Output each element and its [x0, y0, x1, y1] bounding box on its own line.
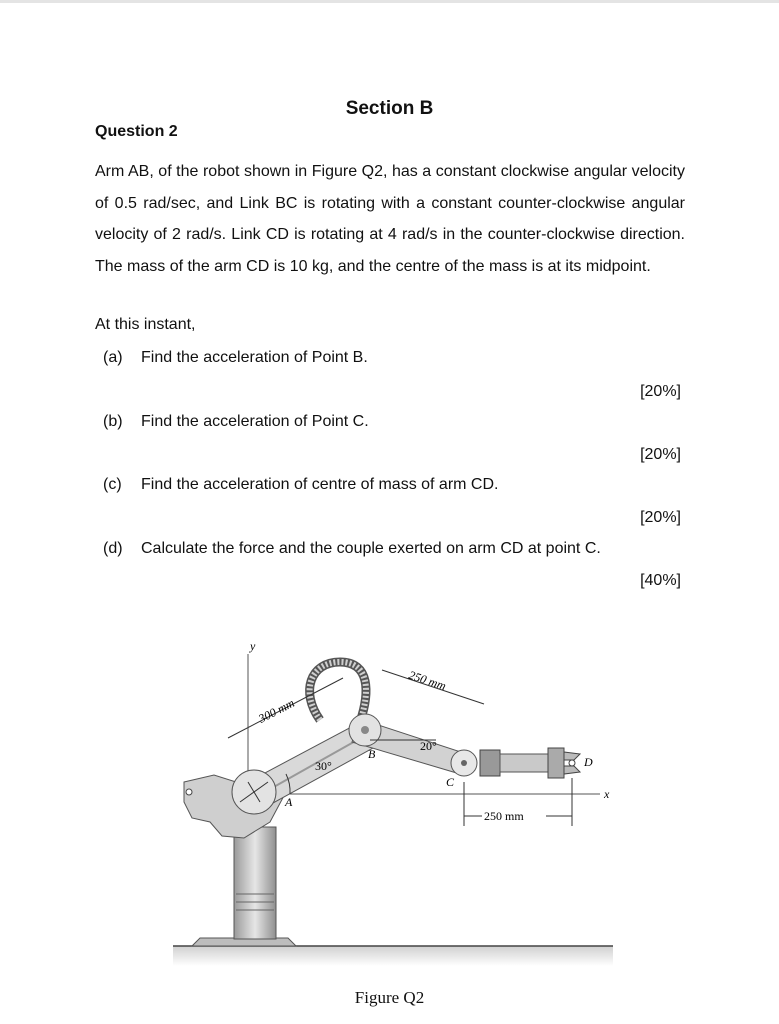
part-c-text: Find the acceleration of centre of mass of arm CD. — [141, 476, 499, 493]
mount-hole — [186, 789, 192, 795]
pedestal-column — [234, 827, 276, 939]
floor — [173, 946, 613, 966]
joint-c-pin — [461, 760, 467, 766]
part-d-label: (d) — [103, 540, 123, 557]
section-title: Section B — [345, 98, 434, 119]
dim-bc-label: 250 mm — [406, 667, 448, 693]
part-b-text: Find the acceleration of Point C. — [141, 413, 369, 430]
point-c-label: C — [446, 775, 455, 789]
gripper-body — [548, 748, 564, 778]
point-d-label: D — [584, 755, 593, 769]
point-b-label: B — [368, 747, 376, 761]
gripper-finger-bottom — [564, 766, 580, 774]
part-c-marks: [20%] — [640, 509, 681, 526]
dim-ab-label: 300 mm — [256, 695, 297, 726]
part-a-text: Find the acceleration of Point B. — [141, 349, 368, 366]
x-axis-label: x — [604, 787, 610, 801]
angle-ab-label: 30° — [315, 759, 332, 773]
arm-cd — [500, 754, 548, 772]
angle-bc-label: 20° — [420, 739, 437, 753]
part-b — [103, 413, 369, 431]
wrist-flange — [480, 750, 500, 776]
dim-cd-label: 250 mm — [484, 809, 524, 823]
part-d-marks: [40%] — [640, 572, 681, 589]
joint-b-pin — [361, 726, 369, 734]
part-a — [103, 349, 368, 367]
part-a-label: (a) — [103, 349, 123, 366]
part-b-marks: [20%] — [640, 446, 681, 463]
part-a-marks: [20%] — [640, 383, 681, 400]
part-c — [103, 476, 498, 494]
part-b-label: (b) — [103, 413, 123, 430]
part-d — [103, 540, 601, 558]
point-d-marker — [569, 760, 575, 766]
y-axis-label: y — [250, 639, 256, 653]
question-title: Question 2 — [95, 123, 178, 140]
gripper-finger-top — [564, 752, 580, 760]
robot-arm-figure — [170, 632, 620, 972]
question-body: Arm AB, of the robot shown in Figure Q2, has a constant clockwise angular velocity of 0.5 rad/sec, and Link BC is rotating with a constant counter-clockwise angular velocity of 2 rad/s. Link CD is rotating at 4 rad/s in the counter-clockwise direction. The mass of the arm CD is 10 kg, and the centre of the mass is at its midpoint. — [95, 163, 685, 275]
figure-caption: Figure Q2 — [354, 988, 425, 1007]
point-a-label: A — [285, 795, 293, 809]
part-c-label: (c) — [103, 476, 122, 493]
question-intro: At this instant, — [95, 316, 196, 333]
page-top-border — [0, 0, 779, 3]
part-d-text: Calculate the force and the couple exerted on arm CD at point C. — [141, 540, 601, 557]
